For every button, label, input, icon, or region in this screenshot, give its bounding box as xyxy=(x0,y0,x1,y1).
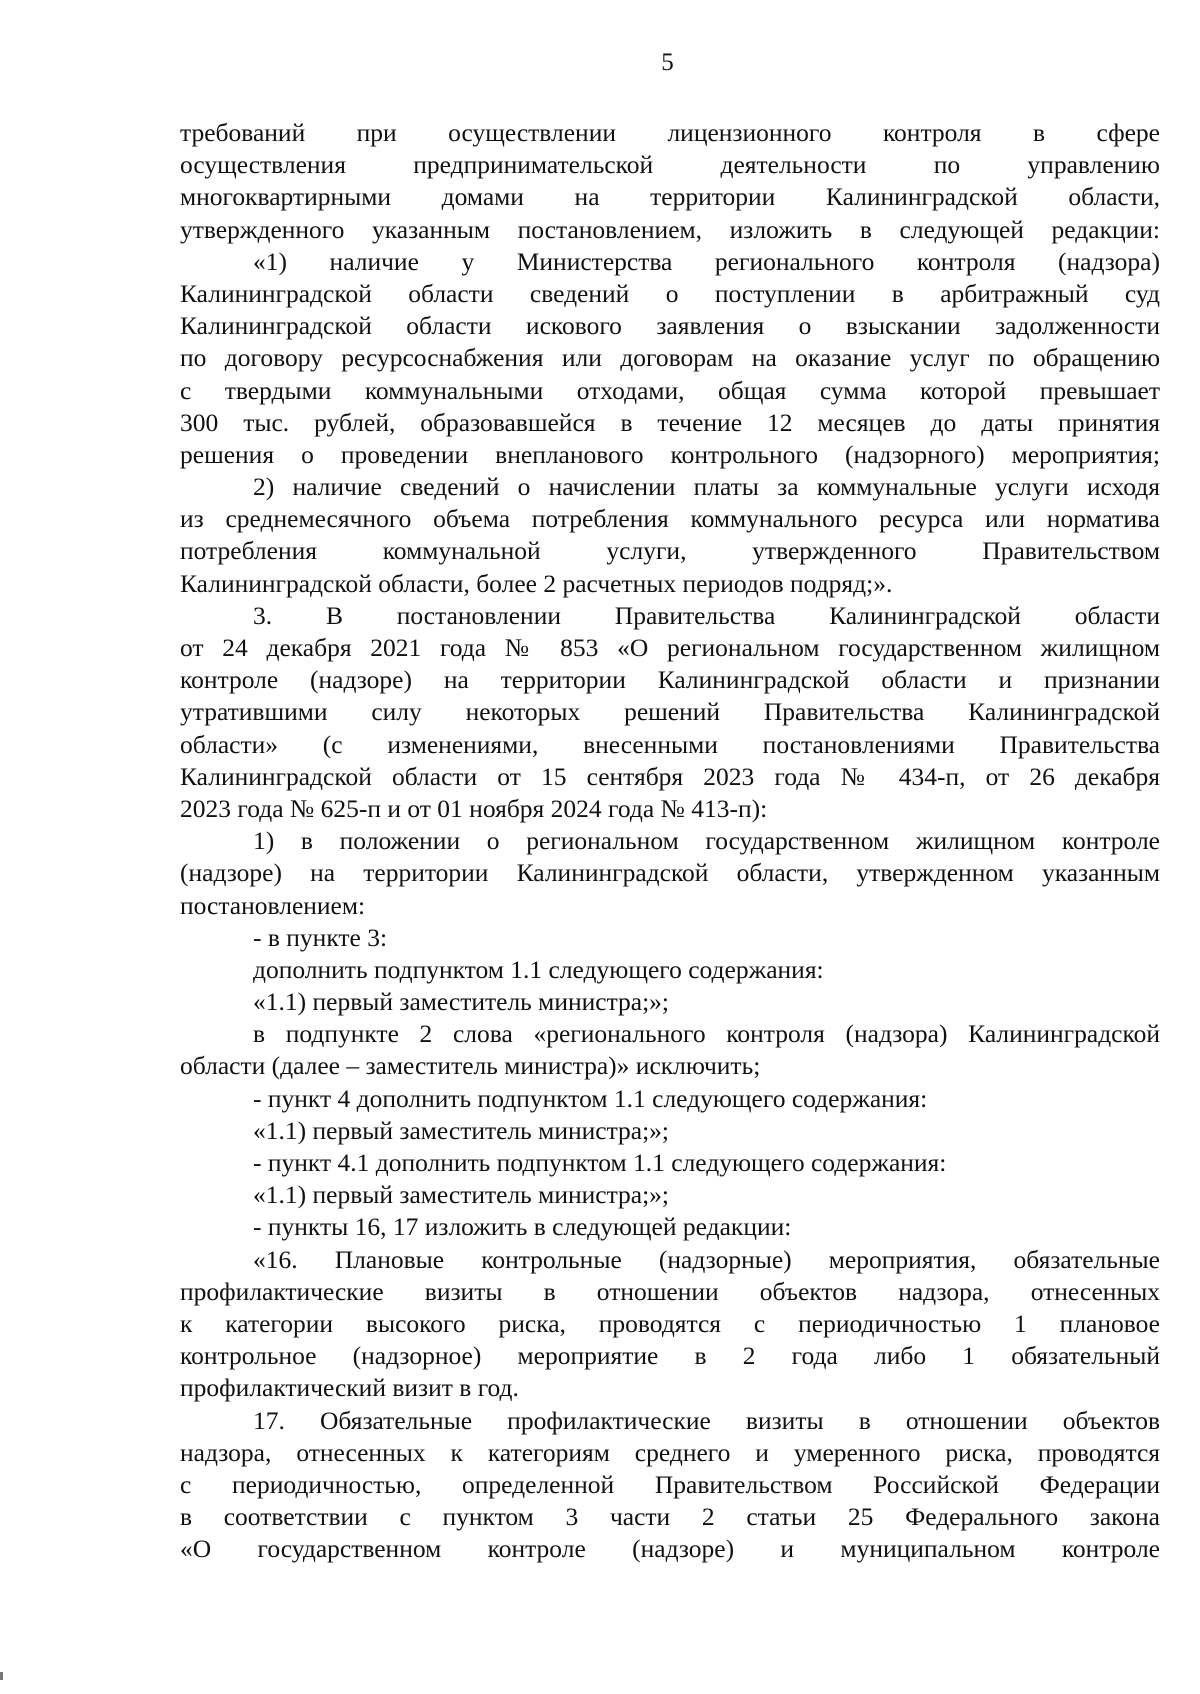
text-line: области» (с изменениями, внесенными постановлениями Правительства xyxy=(180,729,1160,759)
text-line: (надзоре) на территории Калининградской области, утвержденном указанным xyxy=(180,858,1160,888)
text-line: утвержденного указанным постановлением, изложить в следующей редакции: xyxy=(180,214,1160,244)
text-line: в соответствии с пунктом 3 части 2 статьи 25 Федерального закона xyxy=(180,1502,1160,1532)
text-line: Калининградской области, более 2 расчетных периодов подряд;». xyxy=(180,568,893,598)
text-line: утратившими силу некоторых решений Правительства Калининградской xyxy=(180,697,1160,727)
text-line: «1) наличие у Министерства регионального контроля (надзора) xyxy=(253,246,1160,276)
text-line: 300 тыс. рублей, образовавшейся в течение 12 месяцев до даты принятия xyxy=(180,407,1160,437)
document-body xyxy=(180,117,1160,1565)
text-line: - пункт 4 дополнить подпунктом 1.1 следующего содержания: xyxy=(253,1083,928,1113)
text-line: 2023 года № 625-п и от 01 ноября 2024 года № 413-п): xyxy=(180,793,768,823)
text-line: профилактические визиты в отношении объектов надзора, отнесенных xyxy=(180,1276,1160,1306)
text-line: по договору ресурсоснабжения или договорам на оказание услуг по обращению xyxy=(180,343,1160,373)
text-line: «1.1) первый заместитель министра;»; xyxy=(253,1115,670,1145)
text-line: Калининградской области сведений о поступлении в арбитражный суд xyxy=(180,278,1160,308)
text-line: в подпункте 2 слова «регионального контроля (надзора) Калининградской xyxy=(253,1019,1160,1049)
text-line: многоквартирными домами на территории Калининградской области, xyxy=(180,182,1160,212)
text-line: «О государственном контроле (надзоре) и муниципальном контроле xyxy=(180,1534,1160,1564)
text-line: решения о проведении внепланового контрольного (надзорного) мероприятия; xyxy=(180,439,1160,469)
text-line: - в пункте 3: xyxy=(253,922,388,952)
page-number: 5 xyxy=(661,49,674,76)
text-line: 1) в положении о региональном государственном жилищном контроле xyxy=(253,826,1160,856)
text-line: 3. В постановлении Правительства Калининградской области xyxy=(253,600,1160,630)
text-line: с твердыми коммунальными отходами, общая сумма которой превышает xyxy=(180,375,1160,405)
text-line: надзора, отнесенных к категориям среднего и умеренного риска, проводятся xyxy=(180,1437,1160,1467)
text-line: контроле (надзоре) на территории Калининградской области и признании xyxy=(180,665,1160,695)
text-line: потребления коммунальной услуги, утвержденного Правительством xyxy=(180,536,1160,566)
text-line: к категории высокого риска, проводятся с периодичностью 1 плановое xyxy=(180,1308,1160,1338)
text-line: «1.1) первый заместитель министра;»; xyxy=(253,1180,670,1210)
scan-edge-mark xyxy=(0,1672,3,1680)
text-line: от 24 декабря 2021 года № 853 «О региональном государственном жилищном xyxy=(180,633,1160,662)
text-line: Калининградской области от 15 сентября 2023 года № 434-п, от 26 декабря xyxy=(180,761,1160,791)
text-line: - пункты 16, 17 изложить в следующей редакции: xyxy=(253,1212,792,1242)
text-line: контрольное (надзорное) мероприятие в 2 года либо 1 обязательный xyxy=(180,1341,1160,1371)
text-line: 17. Обязательные профилактические визиты в отношении объектов xyxy=(253,1405,1160,1435)
text-line: 2) наличие сведений о начислении платы за коммунальные услуги исходя xyxy=(253,472,1160,502)
text-line: постановлением: xyxy=(180,890,366,920)
text-line: «1.1) первый заместитель министра;»; xyxy=(253,987,670,1017)
text-line: дополнить подпунктом 1.1 следующего содержания: xyxy=(253,954,824,984)
text-line: «16. Плановые контрольные (надзорные) мероприятия, обязательные xyxy=(253,1244,1160,1274)
text-line: осуществления предпринимательской деятельности по управлению xyxy=(180,150,1160,180)
text-line: из среднемесячного объема потребления коммунального ресурса или норматива xyxy=(180,504,1160,534)
text-line: - пункт 4.1 дополнить подпунктом 1.1 следующего содержания: xyxy=(253,1148,947,1177)
text-line: с периодичностью, определенной Правительством Российской Федерации xyxy=(180,1469,1160,1499)
text-line: области (далее – заместитель министра)» исключить; xyxy=(180,1051,761,1081)
text-line: профилактический визит в год. xyxy=(180,1373,519,1403)
text-line: Калининградской области искового заявления о взыскании задолженности xyxy=(180,311,1160,341)
text-line: требований при осуществлении лицензионного контроля в сфере xyxy=(180,118,1160,147)
